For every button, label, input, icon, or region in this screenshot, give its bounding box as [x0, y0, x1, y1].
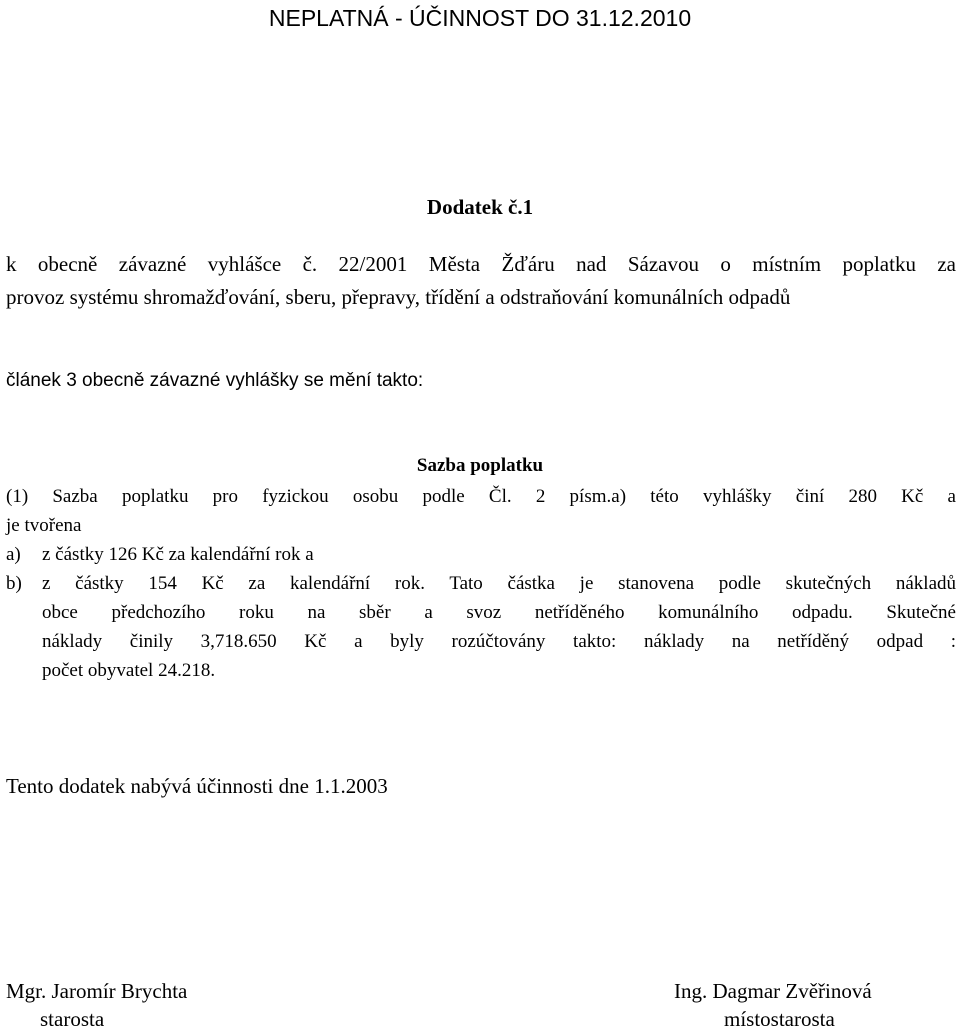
- document-title: Dodatek č.1: [426, 195, 534, 219]
- list-marker: b): [6, 573, 22, 594]
- list-item-text: z částky 154 Kč za kalendářní rok. Tato částka je stanovena podle skutečných nákladů: [42, 573, 956, 594]
- signature-block-right: [674, 977, 872, 1033]
- validity-watermark: NEPLATNÁ - ÚČINNOST DO 31.12.2010: [268, 5, 692, 31]
- signature-block-left: [6, 977, 187, 1033]
- list-item-b: [6, 569, 956, 598]
- intro-line: provoz systému shromažďování, sberu, přepravy, třídění a odstraňování komunálních odpadů: [6, 285, 791, 309]
- list-item-continuation: počet obyvatel 24.218.: [42, 660, 216, 681]
- effective-date: Tento dodatek nabývá účinnosti dne 1.1.2003: [6, 774, 388, 798]
- paragraph-line: (1) Sazba poplatku pro fyzickou osobu podle Čl. 2 písm.a) této vyhlášky činí 280 Kč a: [6, 486, 956, 507]
- signatory-role: místostarosta: [724, 1007, 835, 1031]
- list-item-continuation: obce předchozího roku na sběr a svoz netříděného komunálního odpadu. Skutečné: [42, 602, 956, 623]
- list-item-text: z částky 126 Kč za kalendářní rok a: [42, 544, 314, 565]
- list-marker: a): [6, 544, 21, 565]
- list-item-continuation: náklady činily 3,718.650 Kč a byly rozúčtovány takto: náklady na netříděný odpad :: [42, 631, 956, 652]
- signatory-role: starosta: [40, 1007, 105, 1031]
- section-title: Sazba poplatku: [416, 455, 544, 476]
- paragraph-line: je tvořena: [6, 515, 82, 536]
- list-item-a: [6, 540, 956, 569]
- signatory-name: Ing. Dagmar Zvěřinová: [674, 979, 872, 1003]
- fee-paragraph: [6, 482, 956, 685]
- intro-line: k obecně závazné vyhlášce č. 22/2001 Města Žďáru nad Sázavou o místním poplatku za: [6, 252, 956, 276]
- amended-clause-text: článek 3 obecně závazné vyhlášky se mění takto:: [6, 370, 424, 391]
- intro-paragraph: [6, 248, 956, 314]
- signatory-name: Mgr. Jaromír Brychta: [6, 979, 188, 1003]
